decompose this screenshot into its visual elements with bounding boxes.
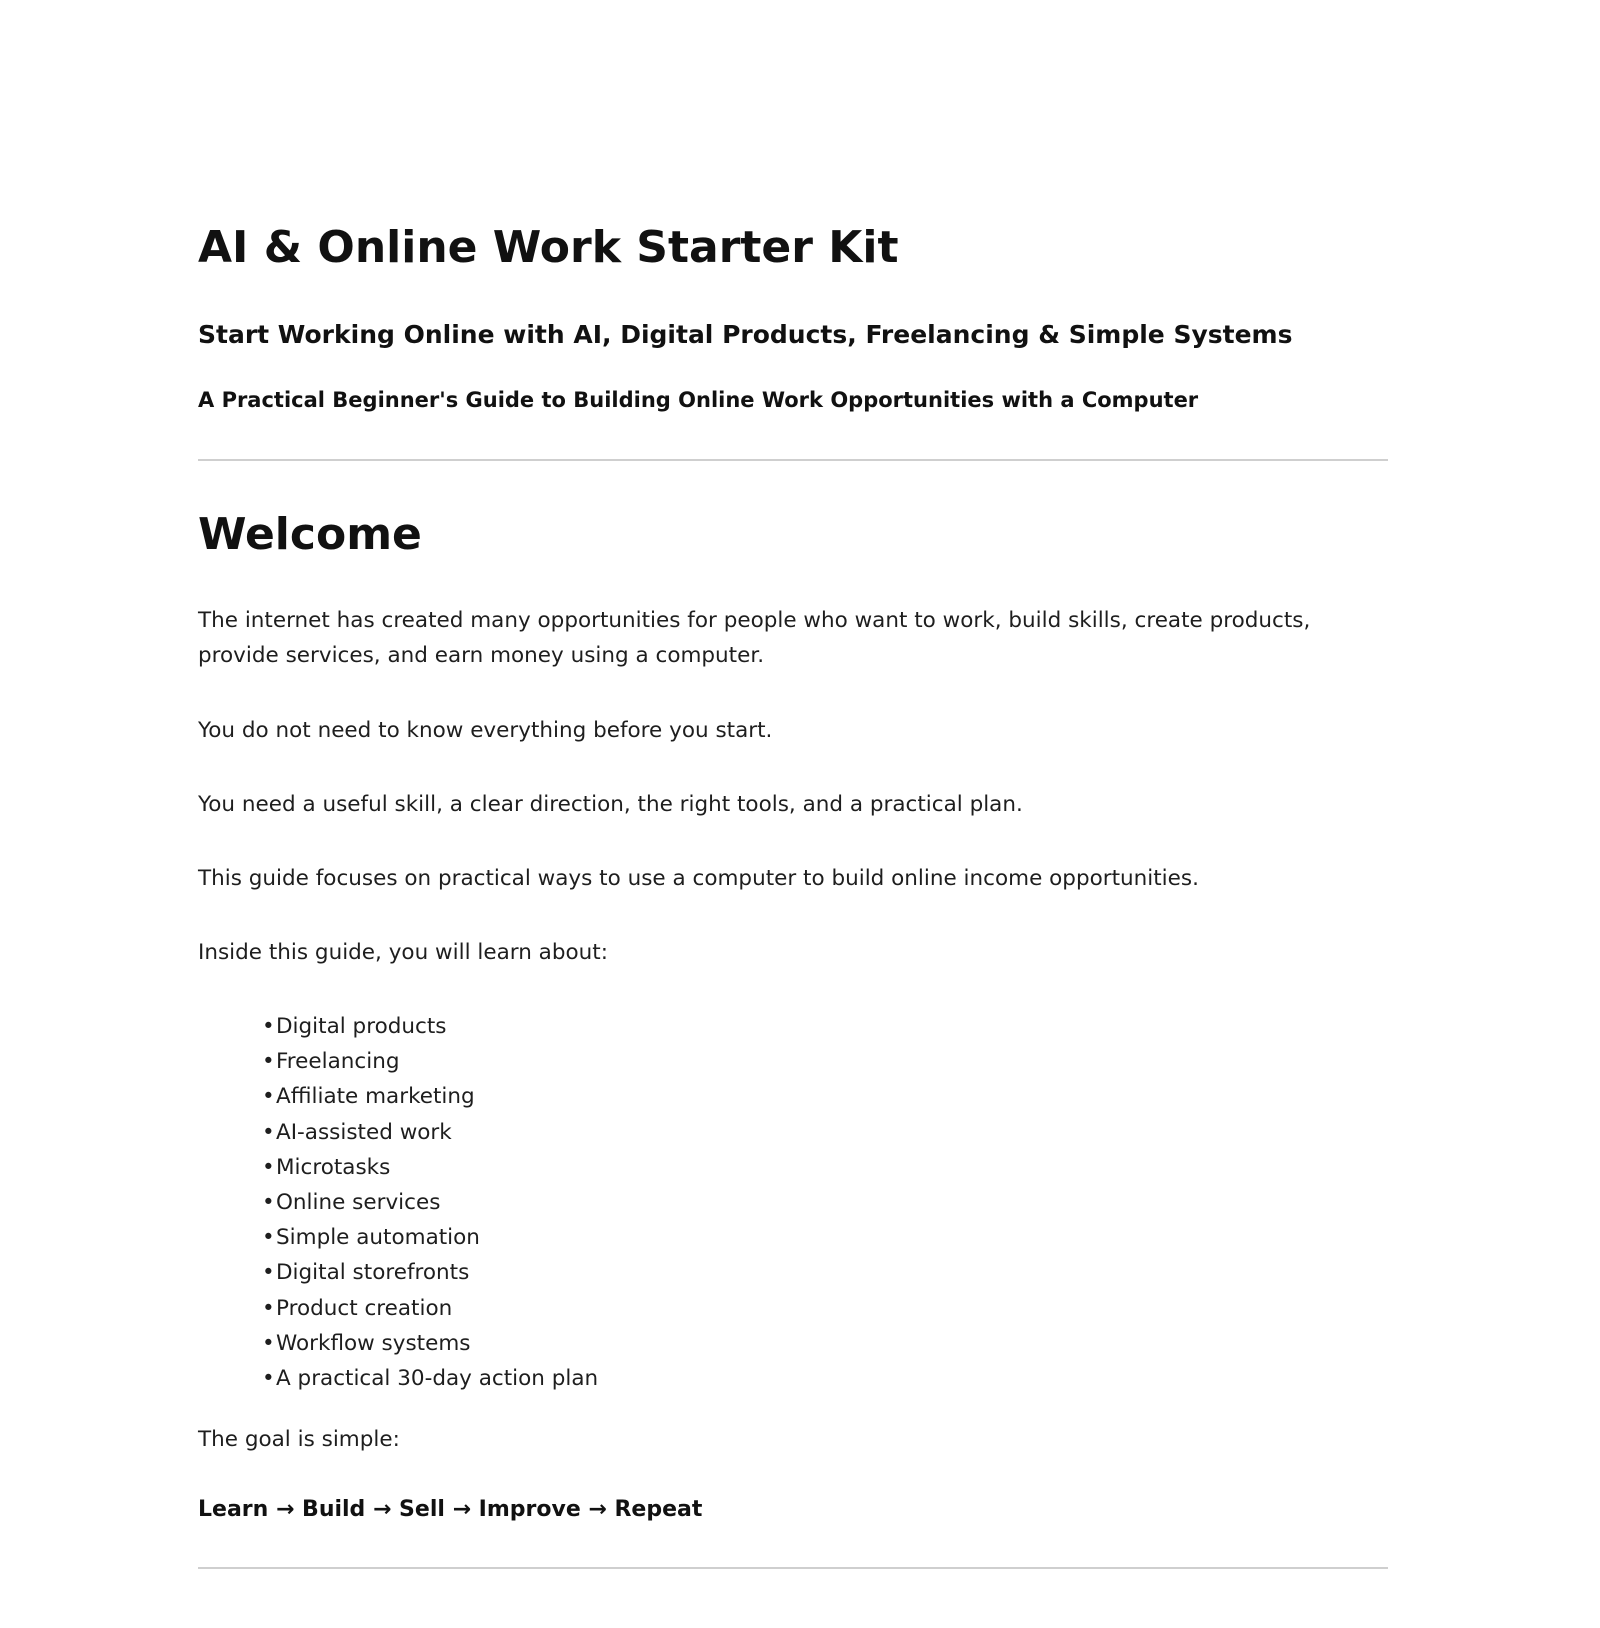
bullet-icon: • [262,1084,275,1110]
welcome-paragraph-4: This guide focuses on practical ways to use a computer to build online income opportunities. [198,866,1199,891]
list-item [262,1255,598,1290]
welcome-paragraph-2: You do not need to know everything before you start. [198,718,773,743]
welcome-paragraph-1: The internet has created many opportunities for people who want to work, build skills, create products, provide services, and earn money using a computer. [198,608,1311,668]
bullet-icon: • [262,1014,275,1039]
bullet-icon: • [262,1366,275,1392]
bullet-icon: • [262,1119,275,1145]
divider-top [198,459,1388,461]
list-item-label: Digital storefronts [276,1260,470,1286]
list-item-label: A practical 30-day action plan [276,1366,599,1392]
list-item [262,1115,598,1150]
list-item [262,1185,598,1220]
list-item [262,1291,598,1326]
list-item [262,1361,598,1396]
goal-flow: Learn → Build → Sell → Improve → Repeat [198,1497,703,1522]
list-item [262,1150,598,1185]
bullet-icon: • [262,1295,275,1321]
bullet-icon: • [262,1049,275,1075]
list-item-label: Workflow systems [276,1330,471,1356]
bullet-icon: • [262,1190,275,1216]
list-item [262,1044,598,1079]
list-item-label: Freelancing [276,1049,400,1075]
list-item-label: Product creation [276,1295,453,1321]
list-item-label: Digital products [276,1014,447,1039]
list-item [262,1220,598,1255]
list-item-label: Simple automation [276,1225,480,1251]
list-item-label: Microtasks [276,1154,391,1180]
document-tagline: A Practical Beginner's Guide to Building Online Work Opportunities with a Computer [198,388,1199,412]
bullet-icon: • [262,1154,275,1180]
list-item-label: Online services [276,1190,441,1216]
list-item-label: Affiliate marketing [276,1084,475,1110]
divider-bottom [198,1567,1388,1569]
goal-intro: The goal is simple: [198,1427,400,1452]
topics-list [262,1009,598,1396]
list-item [262,1326,598,1361]
list-item [262,1009,598,1044]
welcome-paragraph-5: Inside this guide, you will learn about: [198,940,608,965]
welcome-paragraph-3: You need a useful skill, a clear direction, the right tools, and a practical plan. [198,792,1023,817]
list-item-label: AI-assisted work [276,1119,452,1145]
bullet-icon: • [262,1225,275,1251]
document-title: AI & Online Work Starter Kit [198,222,899,273]
welcome-heading: Welcome [198,509,422,560]
bullet-icon: • [262,1330,275,1356]
list-item [262,1079,598,1114]
document-subtitle: Start Working Online with AI, Digital Products, Freelancing & Simple Systems [198,320,1293,349]
bullet-icon: • [262,1260,275,1286]
